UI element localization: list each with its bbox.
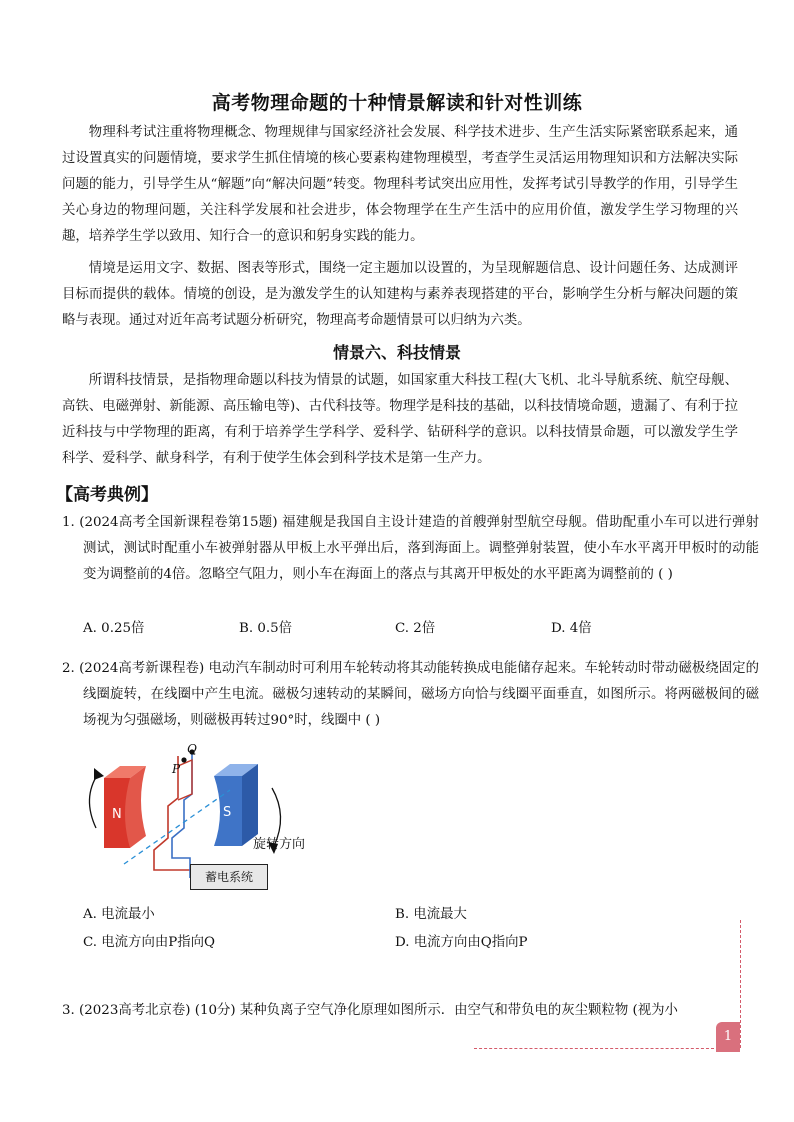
- document-title: 高考物理命题的十种情景解读和针对性训练: [211, 92, 583, 114]
- question-3-text: 3. (2023高考北京卷) (10分) 某种负离子空气净化原理如图所示．由空气和带负电的灰尘颗粒物 (视为小: [62, 1003, 678, 1018]
- question-1-option-d: D. 4倍: [551, 621, 592, 636]
- magnet-s-label: S: [223, 805, 232, 820]
- question-2-options-row-2: [83, 930, 643, 956]
- intro-paragraph-1: 物理科考试注重将物理概念、物理规律与国家经济社会发展、科学技术进步、生产生活实际紧密联系起来，通过设置真实的问题情境，要求学生抓住情境的核心要素构建物理模型，考查学生灵活运用物理知识和方法解决实际问题的能力，引导学生从“解题”向“解决问题”转变。物理科考试突出应用性，发挥考试引导教学的作用，引导学生关心身边的物理问题，关注科学发展和社会进步，体会物理学在生产生活中的应用价值，激发学生学习物理的兴趣，培养学生学以致用、知行合一的意识和躬身实践的能力。: [62, 125, 738, 244]
- question-2-option-c: C. 电流方向由P指向Q: [83, 935, 216, 950]
- generator-diagram: [80, 738, 330, 898]
- magnet-n-label: N: [112, 807, 122, 822]
- question-2-options-row-1: [83, 902, 643, 928]
- question-1-text: 1. (2024高考全国新课程卷第15题) 福建舰是我国自主设计建造的首艘弹射型航空母舰。借助配重小车可以进行弹射测试，测试时配重小车被弹射器从甲板上水平弹出后，落到海面上。调整弹射装置，使小车水平离开甲板时的动能变为调整前的4倍。忽略空气阻力，则小车在海面上的落点与其离开甲板处的水平距离为调整前的 ( ): [62, 515, 759, 582]
- intro-paragraph-2: 情境是运用文字、数据、图表等形式，围绕一定主题加以设置的，为呈现解题信息、设计问题任务、达成测评目标而提供的载体。情境的创设，是为激发学生的认知建构与素养表现搭建的平台，影响学生分析与解决问题的策略与表现。通过对近年高考试题分析研究，物理高考命题情景可以归纳为六类。: [62, 261, 738, 328]
- rotation-direction-label: 旋转方向: [253, 837, 306, 852]
- rotation-arrowhead-left: [94, 768, 104, 780]
- question-2-option-b: B. 电流最大: [395, 907, 467, 922]
- question-2-text: 2. (2024高考新课程卷) 电动汽车制动时可利用车轮转动将其动能转换成电能储存起来。车轮转动时带动磁极绕固定的线圈旋转，在线圈中产生电流。磁极匀速转动的某瞬间，磁场方向恰与线圈平面垂直，如图所示。将两磁极间的磁场视为匀强磁场，则磁极再转过90°时，线圈中 ( ): [62, 661, 759, 728]
- terminal-p: [181, 757, 186, 762]
- corner-dashed-border-horizontal: [474, 1048, 714, 1049]
- page-number: 1: [716, 1022, 740, 1052]
- question-1-options: [83, 616, 723, 642]
- rotation-arrow-left: [89, 774, 98, 828]
- label-q: Q: [187, 742, 197, 756]
- section-title: 情景六、科技情景: [332, 343, 461, 362]
- question-1-option-a: A. 0.25倍: [83, 621, 145, 636]
- storage-system-box: 蓄电系统: [190, 864, 268, 890]
- label-p: P: [172, 762, 181, 776]
- question-1-option-b: B. 0.5倍: [239, 621, 293, 636]
- corner-dashed-border-vertical: [740, 920, 741, 1048]
- question-2-option-d: D. 电流方向由Q指向P: [395, 935, 528, 950]
- question-1-option-c: C. 2倍: [395, 621, 436, 636]
- coil-loop: [178, 760, 192, 800]
- section-paragraph: 所谓科技情景，是指物理命题以科技为情景的试题，如国家重大科技工程(大飞机、北斗导航系统、航空母舰、高铁、电磁弹射、新能源、高压输电等)、古代科技等。物理学是科技的基础，以科技情境命题，遗漏了、有利于拉近科技与中学物理的距离，有利于培养学生学科学、爱科学、钻研科学的意识。以科技情景命题，可以激发学生学科学、爱科学、献身科学，有利于使学生体会到科学技术是第一生产力。: [62, 373, 738, 466]
- question-2-option-a: A. 电流最小: [83, 907, 155, 922]
- example-heading: 【高考典例】: [56, 485, 158, 505]
